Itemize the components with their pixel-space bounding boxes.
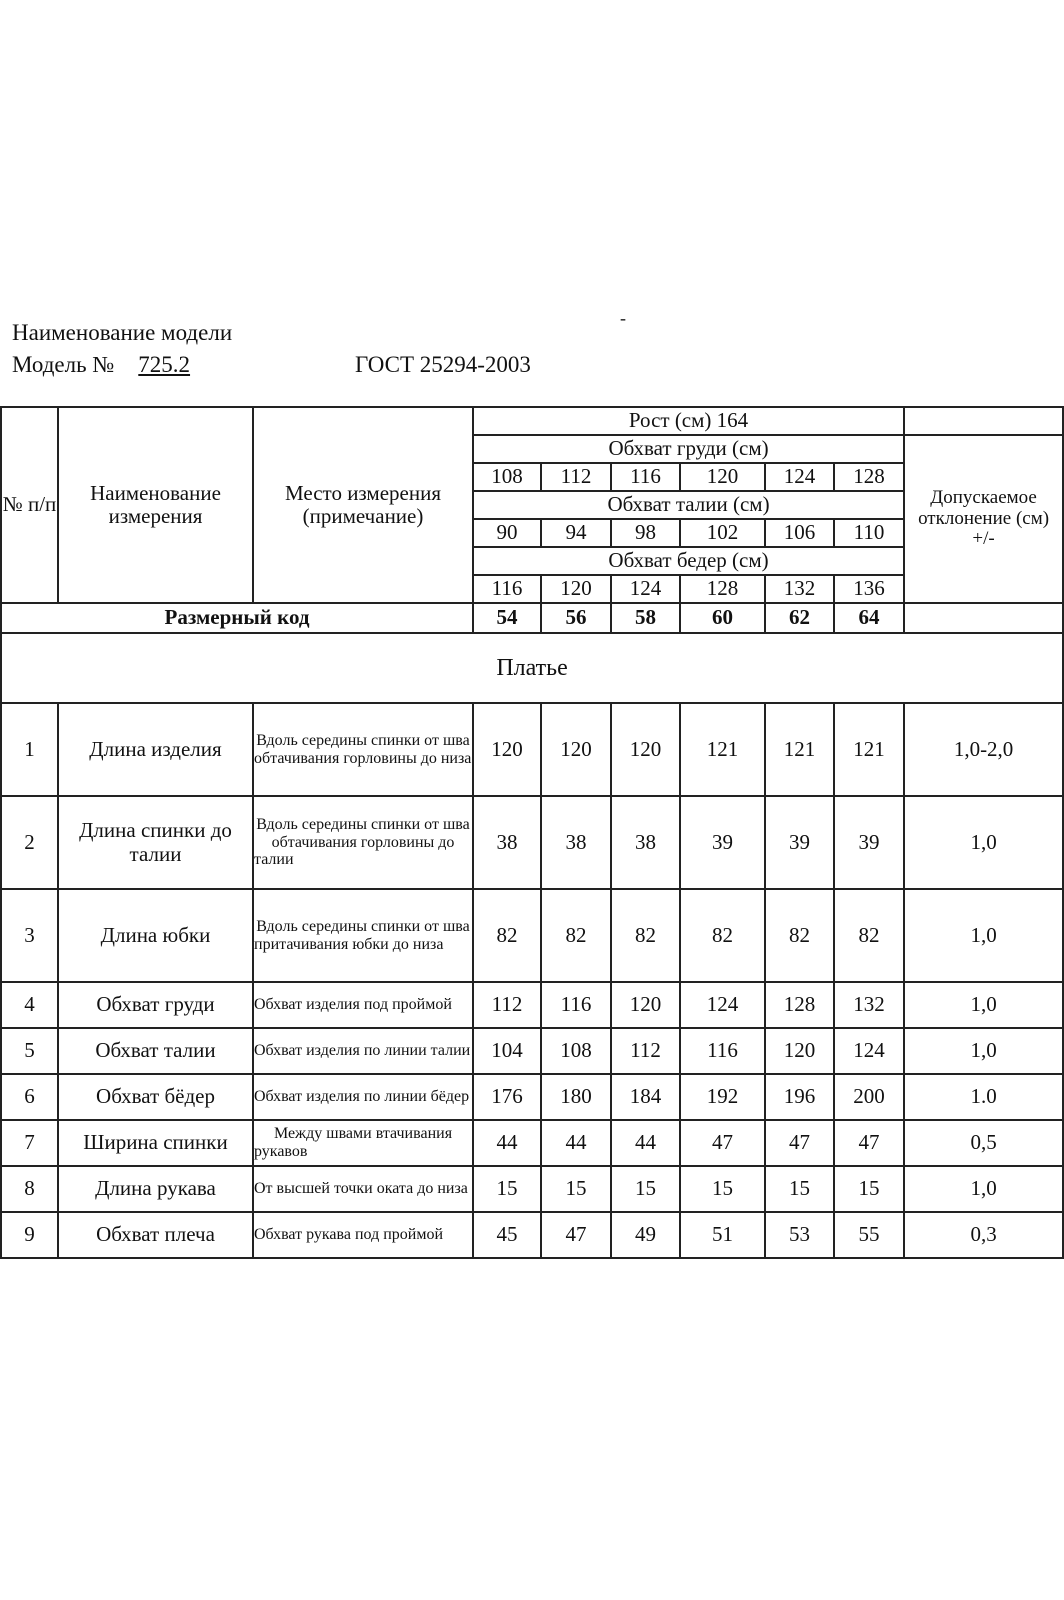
tolerance-value: 1,0 [904, 889, 1063, 982]
waist-value: 98 [611, 519, 680, 547]
tolerance-value: 1,0 [904, 1028, 1063, 1074]
measure-value: 120 [611, 703, 680, 796]
measure-value: 120 [765, 1028, 834, 1074]
chest-value: 124 [765, 463, 834, 491]
measure-value: 15 [680, 1166, 765, 1212]
col-place-header: Место измерения (примечание) [253, 407, 473, 603]
measure-value: 112 [611, 1028, 680, 1074]
measure-value: 121 [834, 703, 904, 796]
row-number: 4 [1, 982, 58, 1028]
measure-name: Длина юбки [58, 889, 253, 982]
hips-value: 116 [473, 575, 541, 603]
measure-place: Вдоль середины спинки от шва обтачивания горловины до низа [253, 703, 473, 796]
col-no-header: № п/п [1, 407, 58, 603]
measure-value: 47 [765, 1120, 834, 1166]
hips-value: 132 [765, 575, 834, 603]
measure-place: Между швами втачивания рукавов [253, 1120, 473, 1166]
waist-value: 94 [541, 519, 611, 547]
measure-value: 116 [541, 982, 611, 1028]
table-row [1, 889, 1063, 982]
table-row [1, 1120, 1063, 1166]
measure-value: 47 [541, 1212, 611, 1258]
gost-standard: ГОСТ 25294-2003 [355, 352, 531, 377]
size-code: 64 [834, 603, 904, 633]
measure-value: 47 [680, 1120, 765, 1166]
measure-place: Вдоль середины спинки от шва притачивания юбки до низа [253, 889, 473, 982]
row-number: 2 [1, 796, 58, 889]
measure-place: Вдоль середины спинки от шва обтачивания горловины до талии [253, 796, 473, 889]
waist-value: 102 [680, 519, 765, 547]
measure-value: 38 [473, 796, 541, 889]
hips-value: 120 [541, 575, 611, 603]
measure-value: 15 [834, 1166, 904, 1212]
hips-value: 136 [834, 575, 904, 603]
measure-value: 53 [765, 1212, 834, 1258]
stray-mark: - [620, 308, 626, 328]
measure-value: 120 [611, 982, 680, 1028]
chest-header: Обхват груди (см) [473, 435, 904, 463]
waist-value: 106 [765, 519, 834, 547]
size-code: 54 [473, 603, 541, 633]
measure-value: 45 [473, 1212, 541, 1258]
measure-name: Обхват талии [58, 1028, 253, 1074]
tolerance-value: 0,5 [904, 1120, 1063, 1166]
measure-value: 51 [680, 1212, 765, 1258]
measure-value: 44 [541, 1120, 611, 1166]
row-number: 5 [1, 1028, 58, 1074]
measure-value: 128 [765, 982, 834, 1028]
measure-value: 38 [611, 796, 680, 889]
measure-value: 120 [473, 703, 541, 796]
size-code: 60 [680, 603, 765, 633]
hips-value: 128 [680, 575, 765, 603]
measure-value: 47 [834, 1120, 904, 1166]
measure-value: 38 [541, 796, 611, 889]
measure-value: 184 [611, 1074, 680, 1120]
chest-value: 120 [680, 463, 765, 491]
measure-name: Ширина спинки [58, 1120, 253, 1166]
col-name-header: Наименование измерения [58, 407, 253, 603]
size-code: 56 [541, 603, 611, 633]
model-no-label: Модель № [12, 352, 115, 377]
row-number: 7 [1, 1120, 58, 1166]
measure-value: 121 [765, 703, 834, 796]
tolerance-value: 1,0 [904, 1166, 1063, 1212]
measure-place: Обхват рукава под проймой [253, 1212, 473, 1258]
waist-value: 110 [834, 519, 904, 547]
measure-value: 192 [680, 1074, 765, 1120]
measure-name: Обхват плеча [58, 1212, 253, 1258]
measure-place: Обхват изделия под проймой [253, 982, 473, 1028]
model-name-label: Наименование модели [12, 320, 233, 345]
measure-place: Обхват изделия по линии бёдер [253, 1074, 473, 1120]
measure-value: 112 [473, 982, 541, 1028]
measure-value: 104 [473, 1028, 541, 1074]
measure-value: 196 [765, 1074, 834, 1120]
hips-header: Обхват бедер (см) [473, 547, 904, 575]
model-number: 725.2 [138, 352, 191, 377]
measure-value: 44 [473, 1120, 541, 1166]
measure-value: 82 [680, 889, 765, 982]
measure-value: 82 [834, 889, 904, 982]
blank-cell [904, 407, 1063, 435]
table-row [1, 703, 1063, 796]
measure-value: 15 [611, 1166, 680, 1212]
measure-value: 39 [680, 796, 765, 889]
size-code: 58 [611, 603, 680, 633]
col-tolerance-header: Допускаемое отклонение (см) +/- [904, 435, 1063, 603]
table-row [1, 796, 1063, 889]
measure-place: Обхват изделия по линии талии [253, 1028, 473, 1074]
measure-value: 200 [834, 1074, 904, 1120]
measure-value: 124 [834, 1028, 904, 1074]
measure-place: От высшей точки оката до низа [253, 1166, 473, 1212]
table-row [1, 1028, 1063, 1074]
tolerance-value: 1.0 [904, 1074, 1063, 1120]
measure-value: 180 [541, 1074, 611, 1120]
measure-name: Обхват груди [58, 982, 253, 1028]
measure-value: 82 [765, 889, 834, 982]
measure-name: Длина изделия [58, 703, 253, 796]
size-code-label: Размерный код [1, 603, 473, 633]
waist-header: Обхват талии (см) [473, 491, 904, 519]
measure-value: 116 [680, 1028, 765, 1074]
tolerance-value: 1,0 [904, 982, 1063, 1028]
measure-value: 39 [834, 796, 904, 889]
blank-cell [904, 603, 1063, 633]
row-number: 8 [1, 1166, 58, 1212]
row-number: 1 [1, 703, 58, 796]
row-number: 6 [1, 1074, 58, 1120]
chest-value: 112 [541, 463, 611, 491]
tolerance-value: 1,0 [904, 796, 1063, 889]
height-header: Рост (см) 164 [473, 407, 904, 435]
table-row [1, 1212, 1063, 1258]
chest-value: 116 [611, 463, 680, 491]
size-spec-table [0, 406, 1064, 1259]
measure-value: 124 [680, 982, 765, 1028]
measure-value: 15 [473, 1166, 541, 1212]
table-row [1, 982, 1063, 1028]
measure-name: Обхват бёдер [58, 1074, 253, 1120]
measure-value: 15 [765, 1166, 834, 1212]
measure-value: 82 [541, 889, 611, 982]
tolerance-value: 1,0-2,0 [904, 703, 1063, 796]
size-code: 62 [765, 603, 834, 633]
measure-value: 108 [541, 1028, 611, 1074]
measure-value: 49 [611, 1212, 680, 1258]
table-row [1, 1074, 1063, 1120]
measure-name: Длина спинки до талии [58, 796, 253, 889]
measure-value: 15 [541, 1166, 611, 1212]
measure-value: 82 [473, 889, 541, 982]
section-title: Платье [1, 633, 1063, 703]
row-number: 9 [1, 1212, 58, 1258]
tolerance-value: 0,3 [904, 1212, 1063, 1258]
measure-value: 120 [541, 703, 611, 796]
chest-value: 108 [473, 463, 541, 491]
measure-value: 132 [834, 982, 904, 1028]
row-number: 3 [1, 889, 58, 982]
measure-value: 39 [765, 796, 834, 889]
table-row [1, 1166, 1063, 1212]
measure-value: 121 [680, 703, 765, 796]
waist-value: 90 [473, 519, 541, 547]
chest-value: 128 [834, 463, 904, 491]
hips-value: 124 [611, 575, 680, 603]
model-number-line [12, 352, 204, 378]
measure-name: Длина рукава [58, 1166, 253, 1212]
measure-value: 82 [611, 889, 680, 982]
measure-value: 176 [473, 1074, 541, 1120]
measure-value: 44 [611, 1120, 680, 1166]
measure-value: 55 [834, 1212, 904, 1258]
